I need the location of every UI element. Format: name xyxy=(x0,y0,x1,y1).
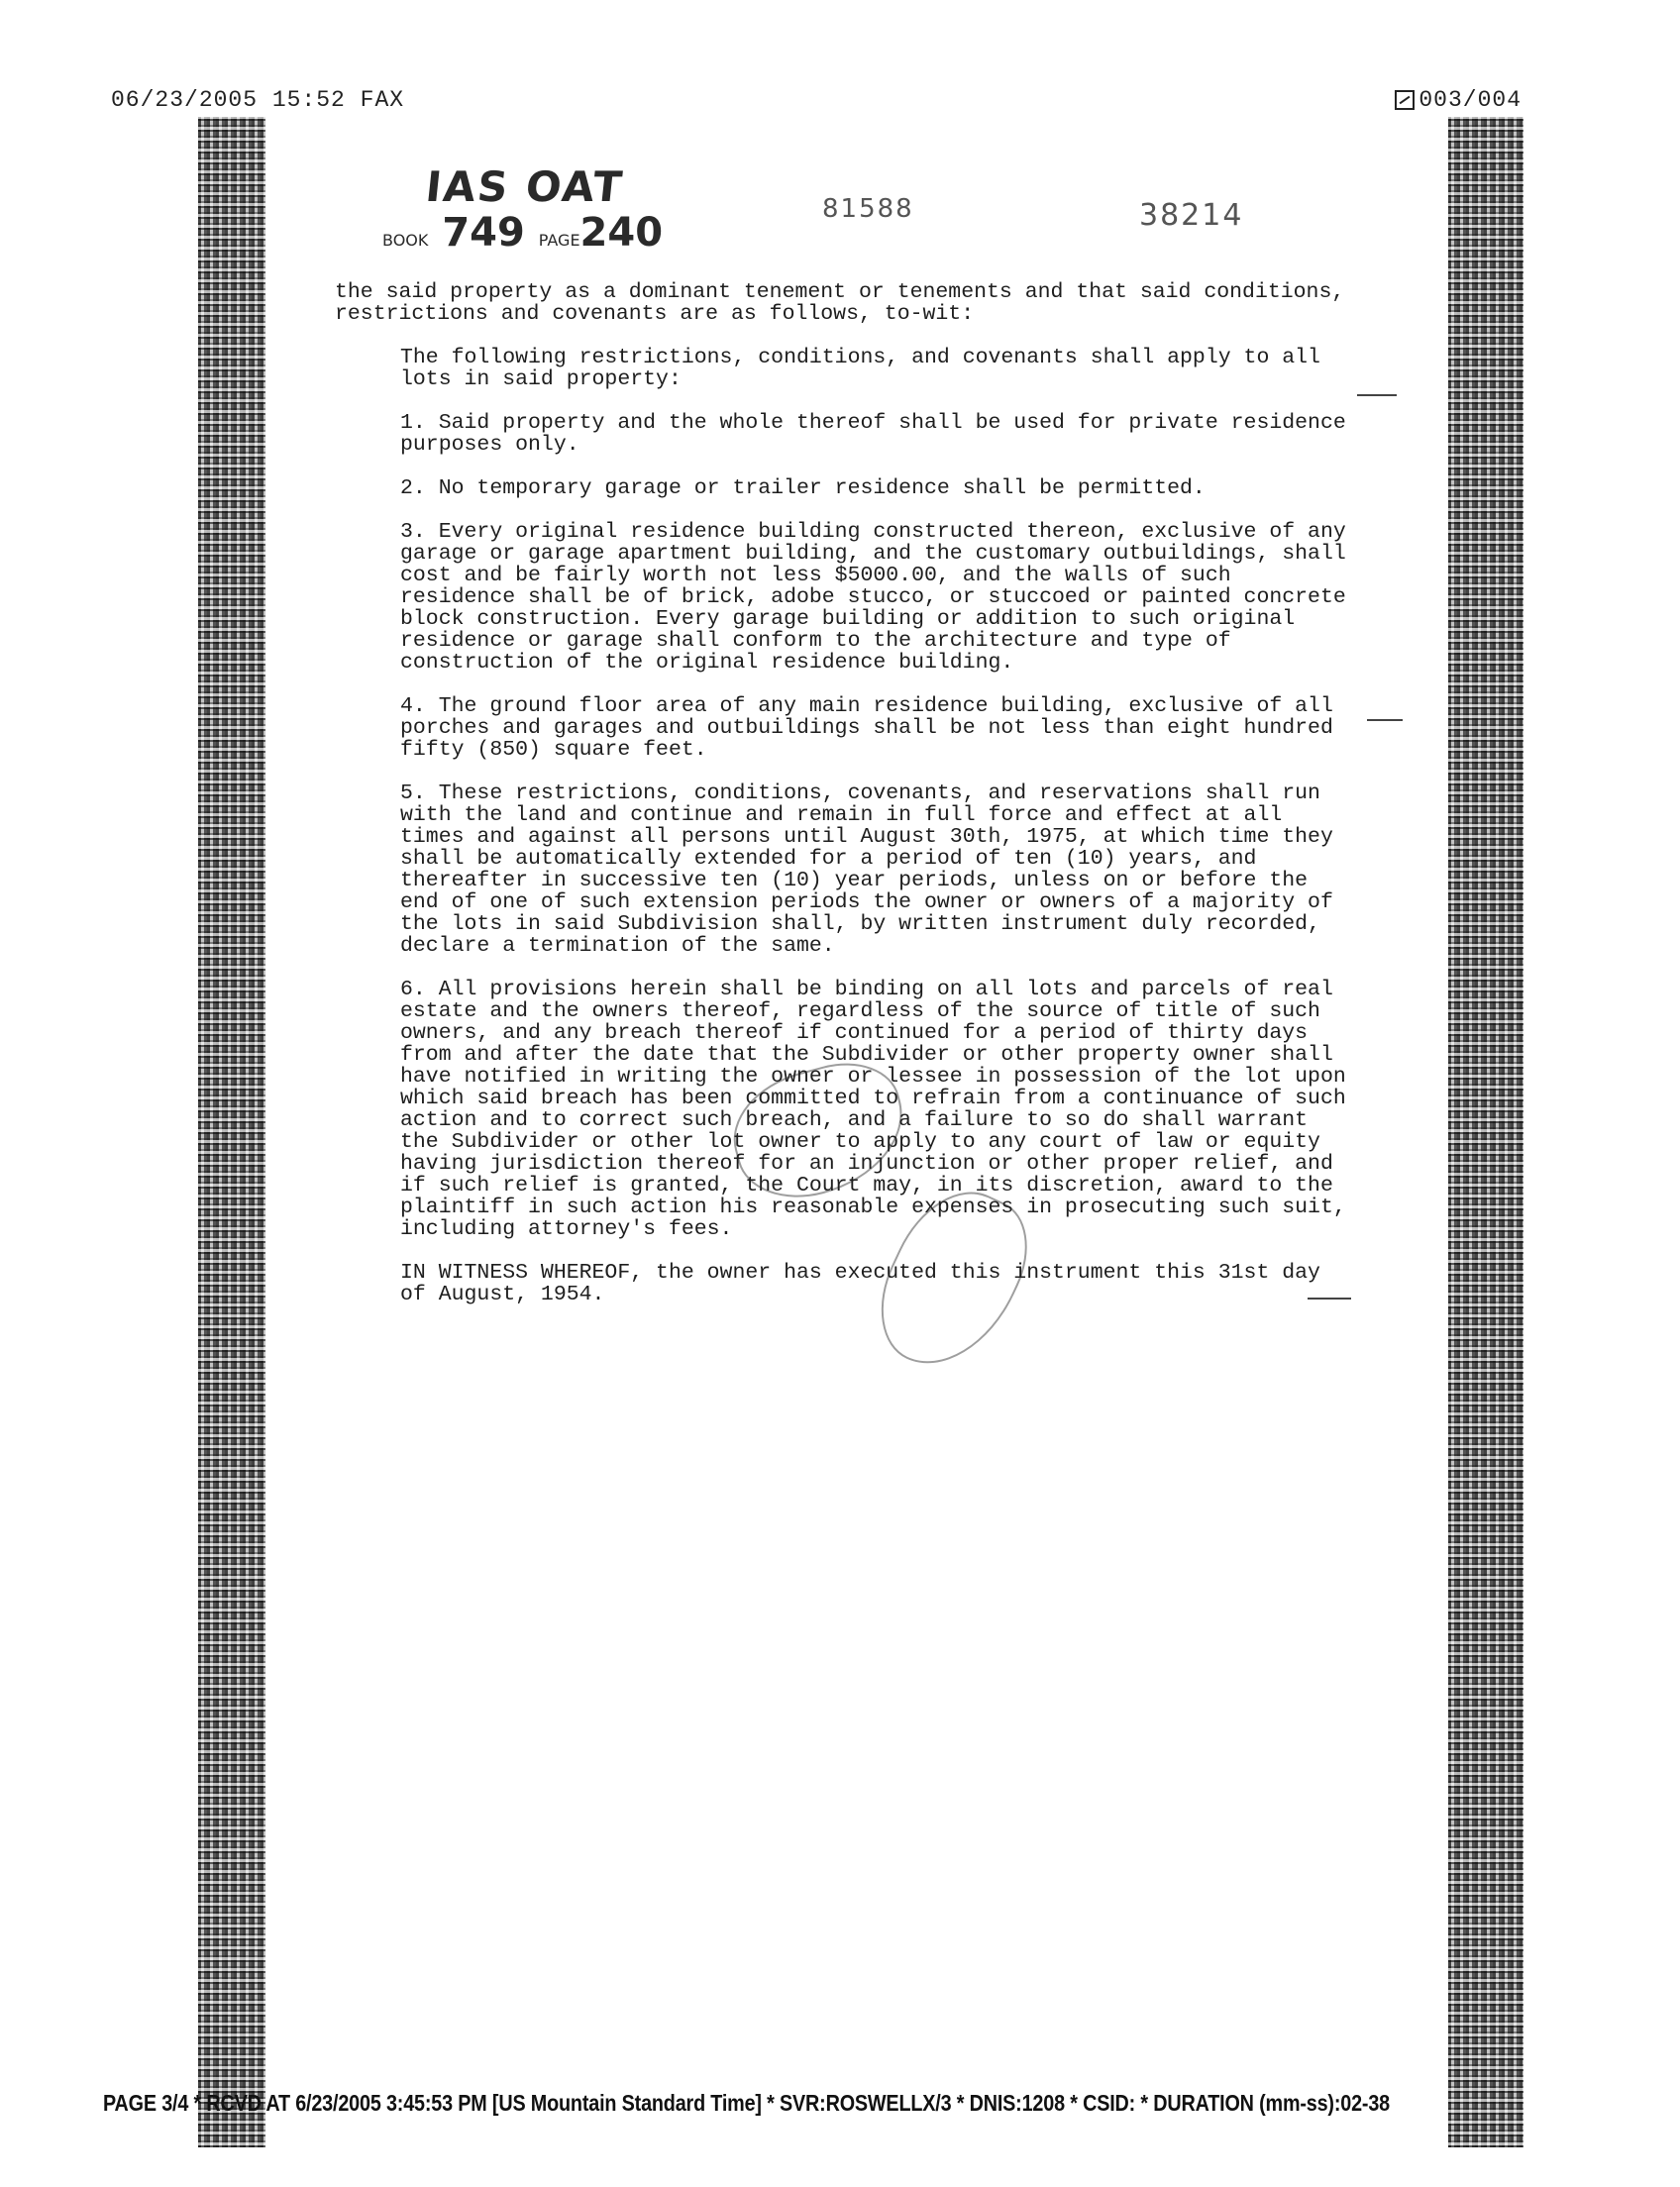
document-number-stamp: 81588 xyxy=(822,194,914,224)
restriction-1: 1. Said property and the whole thereof shall be used for private residence purposes only. xyxy=(400,411,1359,457)
restriction-6: 6. All provisions herein shall be binding on all lots and parcels of real estate and the owners thereof, regardless of the source of title of such owners, and any breach thereof if continued for a period of thirty days from and after the date that the Subdivider or other property owner shall have notified in writing the owner or lessee in possession of the lot upon which said breach has been committed to refrain from a continuance of such action and to correct such breach, and a failure to so do shall warrant the Subdivider or other lot owner to apply to any court of law or equity having jurisdiction thereof for an injunction or other proper relief, and if such relief is granted, the Court may, in its discretion, award to the plaintiff in such action his reasonable expenses in prosecuting such suit, including attorney's fees. xyxy=(400,978,1359,1241)
book-prefix: BOOK xyxy=(382,231,429,250)
fax-check-icon xyxy=(1395,90,1415,110)
fax-page-counter xyxy=(1395,87,1522,113)
book-page-stamp xyxy=(382,210,663,256)
margin-dash xyxy=(1357,394,1397,396)
fax-timestamp: 06/23/2005 15:52 FAX xyxy=(111,87,405,113)
margin-dash xyxy=(1308,1298,1351,1300)
restriction-5: 5. These restrictions, conditions, covenants, and reservations shall run with the land and continue and remain in full force and effect at all times and against all persons until August 30th, 1975, at which time they shall be automatically extended for a period of ten (10) years, and thereafter in successive ten (10) year periods, unless on or before the end of one of such extension periods the owner or owners of a majority of the lots in said Subdivision shall, by written instrument duly recorded, declare a termination of the same. xyxy=(400,781,1346,958)
paragraph-intro: the said property as a dominant tenement or tenements and that said conditions, restrictions and covenants are as follows, to-wit: xyxy=(335,280,1358,326)
paragraph-lead: The following restrictions, conditions, and covenants shall apply to all lots in said property: xyxy=(400,346,1333,391)
reception-number-stamp: 38214 xyxy=(1139,198,1244,233)
page-prefix: PAGE xyxy=(538,231,580,250)
margin-dash xyxy=(1367,719,1403,721)
witness-clause: IN WITNESS WHEREOF, the owner has executed this instrument this 31st day of August, 1954. xyxy=(400,1261,1333,1306)
fax-page-counter-text: 003/004 xyxy=(1418,87,1522,113)
fax-footer-line: PAGE 3/4 * RCVD AT 6/23/2005 3:45:53 PM [US Mountain Standard Time] * SVR:ROSWELLX/3 * DNIS:1208 * CSID: * DURATION (mm-ss):02-38 xyxy=(103,2090,1390,2116)
restriction-4: 4. The ground floor area of any main residence building, exclusive of all porches and garages and outbuildings shall be not less than eight hundred fifty (850) square feet. xyxy=(400,694,1346,762)
recording-stamp: IAS OAT xyxy=(423,162,627,211)
book-number: 749 xyxy=(442,210,525,256)
restriction-2: 2. No temporary garage or trailer residence shall be permitted. xyxy=(400,476,1206,500)
page-number: 240 xyxy=(579,210,664,256)
scan-noise-left-margin xyxy=(198,117,265,2147)
restriction-3: 3. Every original residence building constructed thereon, exclusive of any garage or garage apartment building, and the customary outbuildings, shall cost and be fairly worth not less $5000.00, and the walls of such residence shall be of brick, adobe stucco, or stuccoed or painted concrete block construction. Every garage building or addition to such original residence or garage shall conform to the architecture and type of construction of the original residence building. xyxy=(400,520,1359,675)
scan-noise-right-margin xyxy=(1448,117,1523,2147)
